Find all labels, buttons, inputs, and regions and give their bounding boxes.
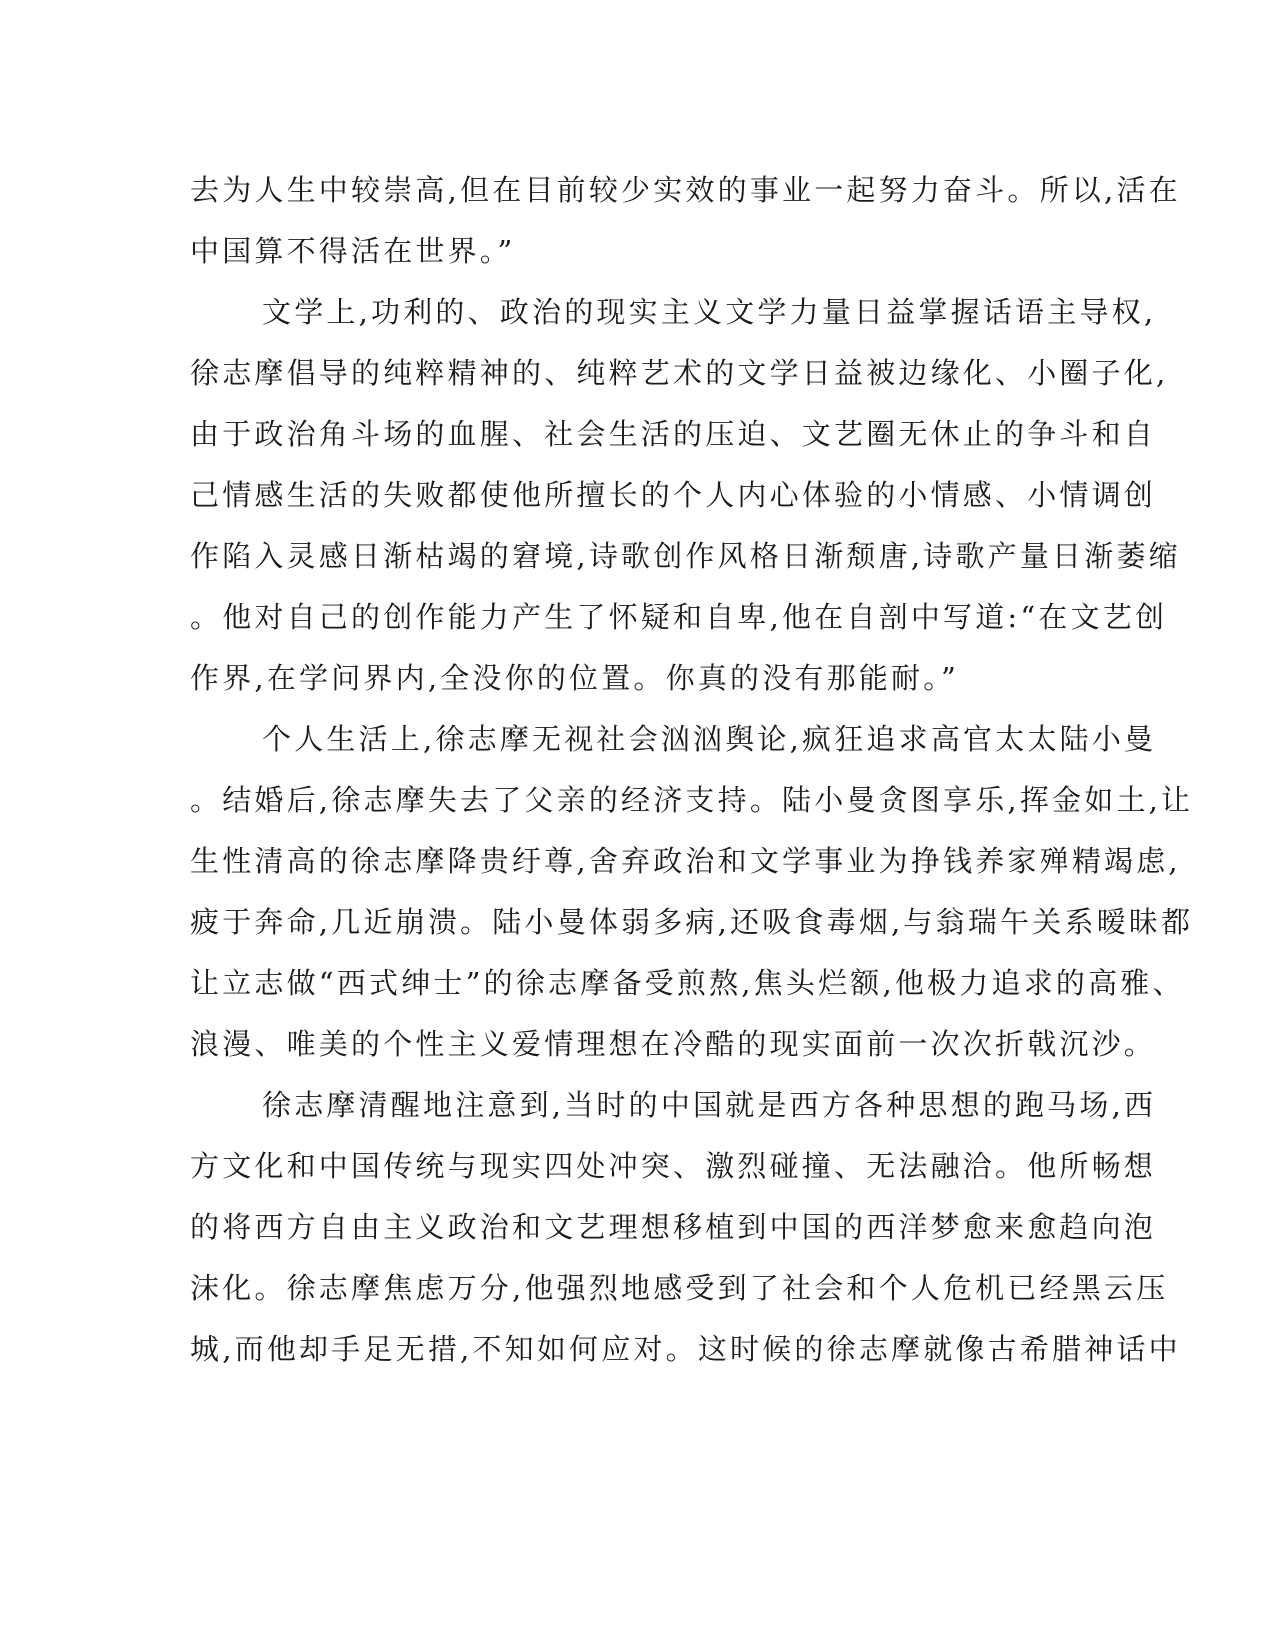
text-line: 浪漫、唯美的个性主义爱情理想在冷酷的现实面前一次次折戟沉沙。 [190, 1027, 1157, 1061]
text-line: 己情感生活的失败都使他所擅长的个人内心体验的小情感、小情调创 [190, 478, 1157, 512]
text-line: 方文化和中国传统与现实四处冲突、激烈碰撞、无法融洽。他所畅想 [190, 1149, 1157, 1183]
text-line: 作陷入灵感日渐枯竭的窘境,诗歌创作风格日渐颓唐,诗歌产量日渐萎缩 [190, 539, 1181, 573]
text-line: 去为人生中较崇高,但在目前较少实效的事业一起努力奋斗。所以,活在 [190, 173, 1181, 207]
text-line: 中国算不得活在世界。” [190, 234, 516, 268]
paragraph-start-line: 徐志摩清醒地注意到,当时的中国就是西方各种思想的跑马场,西 [262, 1088, 1157, 1122]
body-text [190, 160, 1194, 1380]
text-line: 城,而他却手足无措,不知如何应对。这时候的徐志摩就像古希腊神话中 [190, 1332, 1181, 1366]
text-line: 让立志做“西式绅士”的徐志摩备受煎熬,焦头烂额,他极力追求的高雅、 [190, 966, 1185, 1000]
text-line: 徐志摩倡导的纯粹精神的、纯粹艺术的文学日益被边缘化、小圈子化, [190, 356, 1169, 390]
text-line: 作界,在学问界内,全没你的位置。你真的没有那能耐。” [190, 661, 959, 695]
text-line: 。他对自己的创作能力产生了怀疑和自卑,他在自剖中写道:“在文艺创 [190, 600, 1168, 634]
text-line: 沫化。徐志摩焦虑万分,他强烈地感受到了社会和个人危机已经黑云压 [190, 1271, 1169, 1305]
paragraph-start-line: 文学上,功利的、政治的现实主义文学力量日益掌握话语主导权, [262, 295, 1157, 329]
text-line: 生性清高的徐志摩降贵纡尊,舍弃政治和文学事业为挣钱养家殚精竭虑, [190, 844, 1181, 878]
text-line: 由于政治角斗场的血腥、社会生活的压迫、文艺圈无休止的争斗和自 [190, 417, 1157, 451]
paragraph-start-line: 个人生活上,徐志摩无视社会汹汹舆论,疯狂追求高官太太陆小曼 [262, 722, 1157, 756]
text-line: 疲于奔命,几近崩溃。陆小曼体弱多病,还吸食毒烟,与翁瑞午关系暧昧都 [190, 905, 1194, 939]
text-line: 的将西方自由主义政治和文艺理想移植到中国的西洋梦愈来愈趋向泡 [190, 1210, 1157, 1244]
text-line: 。结婚后,徐志摩失去了父亲的经济支持。陆小曼贪图享乐,挥金如土,让 [190, 783, 1194, 817]
